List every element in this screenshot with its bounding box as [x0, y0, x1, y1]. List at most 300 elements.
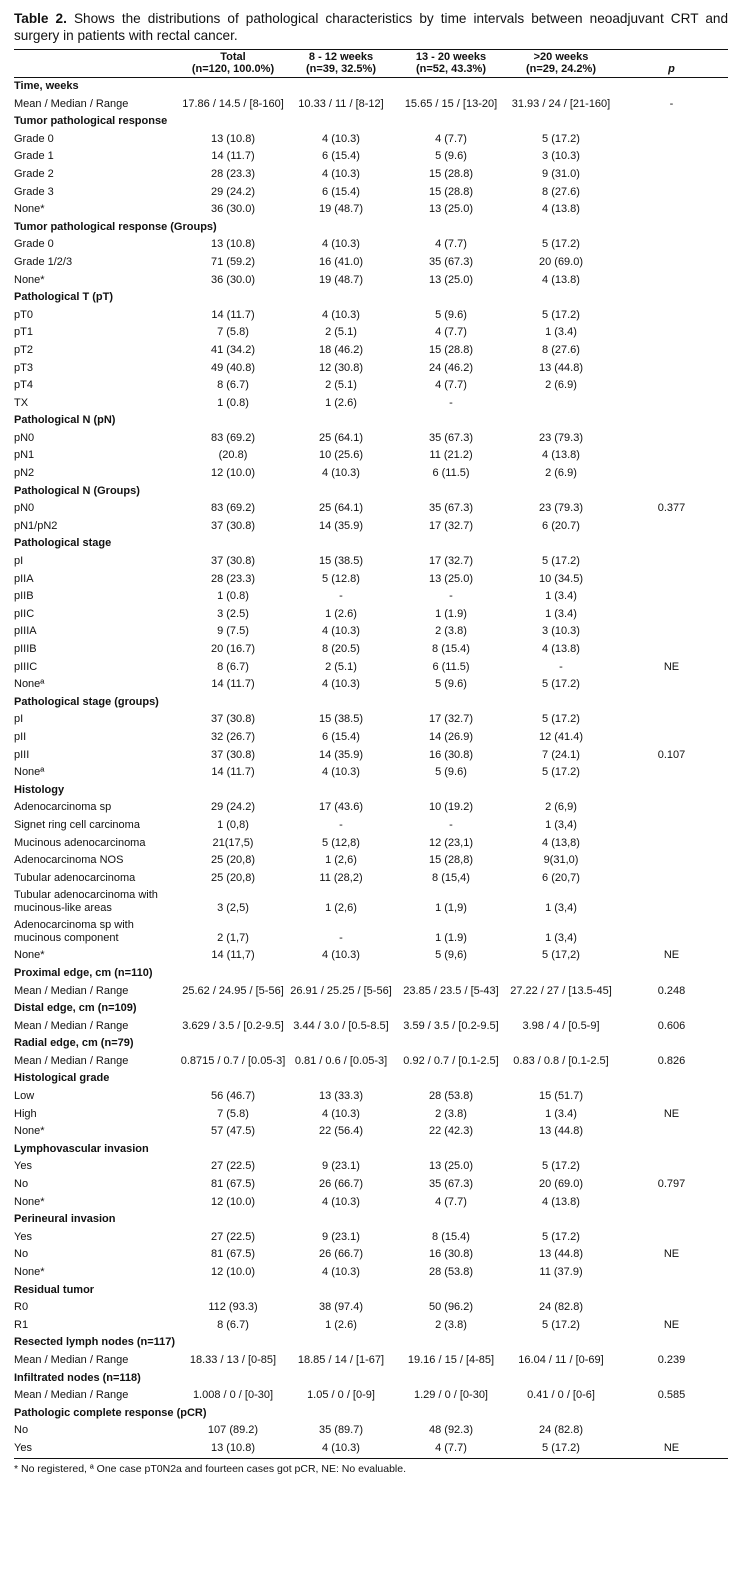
value-cell: 56 (46.7) [210, 1090, 256, 1103]
p-value-cell [615, 1422, 728, 1440]
table-row [14, 835, 728, 853]
value-cell: 4 (10.3) [322, 1195, 360, 1208]
value-cell: 1 (2.6) [325, 396, 357, 409]
value-cell: 83 (69.2) [210, 502, 256, 515]
value-cell: 7 (5.8) [217, 326, 249, 339]
p-value-cell [615, 606, 728, 624]
value-cell: 4 (10.3) [322, 1107, 360, 1120]
table-row [14, 1422, 728, 1440]
row-label: pT4 [14, 379, 33, 392]
value-cell: 29 (24.2) [210, 801, 256, 814]
p-value-cell: 0.107 [657, 748, 686, 761]
value-cell: 2 (5.1) [325, 379, 357, 392]
table-row [14, 571, 728, 589]
value-cell: 16 (30.8) [428, 748, 474, 761]
table-row [14, 518, 728, 536]
table-row [14, 184, 728, 202]
value-cell: 15 (28,8) [428, 854, 474, 867]
value-cell: 83 (69.2) [210, 431, 256, 444]
value-cell: 2 (6.9) [545, 379, 577, 392]
value-cell: 38 (97.4) [318, 1301, 364, 1314]
section-title: Distal edge, cm (n=109) [14, 1002, 137, 1015]
value-cell: 4 (13.8) [542, 449, 580, 462]
row-label: Adenocarcinoma sp [14, 801, 112, 814]
row-label: Tubular adenocarcinoma with mucinous-like areas [14, 889, 158, 915]
row-label: None* [14, 203, 45, 216]
value-cell: 6 (20,7) [542, 871, 580, 884]
value-cell: 0.92 / 0.7 / [0.1-2.5] [403, 1054, 499, 1067]
row-label: None* [14, 273, 45, 286]
value-cell: 1 (2.6) [325, 1318, 357, 1331]
table-row [14, 96, 728, 114]
p-value-cell [615, 553, 728, 571]
value-cell: 13 (25.0) [428, 572, 474, 585]
value-cell: 6 (15.4) [322, 150, 360, 163]
table-row [14, 1387, 728, 1405]
section-title: Radial edge, cm (n=79) [14, 1037, 134, 1050]
table-row [14, 606, 728, 624]
table-row [14, 817, 728, 835]
row-label: pT2 [14, 343, 33, 356]
table-row [14, 395, 728, 413]
section-title: Resected lymph nodes (n=117) [14, 1336, 176, 1349]
value-cell: 107 (89.2) [207, 1424, 259, 1437]
value-cell: 11 (28,2) [319, 871, 363, 884]
p-value-cell [615, 887, 728, 917]
section-header-row [14, 1211, 728, 1229]
value-cell: 35 (67.3) [428, 431, 474, 444]
value-cell: 0.8715 / 0.7 / [0.05-3] [180, 1054, 286, 1067]
value-cell: 4 (13.8) [542, 643, 580, 655]
p-value-cell: 0.797 [657, 1178, 686, 1191]
value-cell: 36 (30.0) [210, 203, 256, 216]
value-cell: 1 (0.8) [217, 590, 249, 603]
value-cell: 14 (11,7) [211, 949, 255, 962]
value-cell: 1 (3,4) [545, 902, 577, 915]
value-cell: 28 (23.3) [210, 572, 256, 585]
value-cell: 112 (93.3) [208, 1301, 258, 1314]
value-cell: 3.629 / 3.5 / [0.2-9.5] [182, 1019, 284, 1032]
section-header-row [14, 1070, 728, 1088]
row-label: Yes [14, 1160, 32, 1173]
p-value-cell [615, 571, 728, 589]
value-cell: 3 (2.5) [217, 607, 249, 620]
value-cell: - [559, 660, 563, 673]
value-cell: 5 (17,2) [542, 949, 580, 962]
value-cell: (20.8) [218, 449, 248, 462]
row-label: pN1/pN2 [14, 519, 58, 532]
row-label: TX [14, 396, 29, 409]
p-value-cell: NE [663, 1318, 680, 1331]
row-label: Mean / Median / Range [14, 984, 129, 997]
value-cell: 13 (10.8) [210, 132, 256, 145]
table-row [14, 588, 728, 606]
table-row [14, 324, 728, 342]
table-row [14, 1158, 728, 1176]
table-header-row [14, 50, 728, 78]
row-label: None* [14, 1125, 45, 1138]
value-cell: 1 (3.4) [545, 326, 577, 339]
row-label: Mean / Median / Range [14, 1353, 129, 1366]
row-label: pN2 [14, 467, 35, 480]
value-cell: 2 (1,7) [217, 932, 249, 945]
p-value-cell: 0.826 [657, 1054, 686, 1067]
value-cell: 50 (96.2) [428, 1301, 474, 1314]
value-cell: 35 (67.3) [428, 502, 474, 515]
value-cell: 13 (44.8) [538, 1248, 584, 1261]
table-row [14, 870, 728, 888]
value-cell: 15 (28.8) [428, 167, 474, 180]
p-value-cell [615, 395, 728, 413]
table-row [14, 236, 728, 254]
p-value-cell [615, 1088, 728, 1106]
table-row [14, 659, 728, 677]
value-cell: 1 (2.6) [325, 607, 357, 620]
value-cell: 7 (24.1) [542, 748, 580, 761]
value-cell: 1 (2,6) [325, 902, 357, 915]
value-cell: 1.05 / 0 / [0-9] [307, 1389, 375, 1402]
value-cell: 13 (10.8) [210, 238, 256, 251]
value-cell: 23.85 / 23.5 / [5-43] [403, 984, 499, 997]
table-row [14, 500, 728, 518]
value-cell: 81 (67.5) [210, 1248, 256, 1261]
row-label: Grade 0 [14, 238, 54, 251]
value-cell: 1.29 / 0 / [0-30] [414, 1389, 488, 1402]
value-cell: 11 (21.2) [429, 449, 473, 462]
header-cell [14, 50, 179, 78]
value-cell: 4 (7.7) [435, 379, 467, 392]
row-label: pIIA [14, 572, 34, 585]
p-value-cell [615, 835, 728, 853]
p-value-cell [615, 166, 728, 184]
section-header-row [14, 1282, 728, 1300]
p-value-cell [615, 817, 728, 835]
value-cell: 49 (40.8) [210, 361, 256, 374]
p-value-cell [615, 729, 728, 747]
value-cell: 15.65 / 15 / [13-20] [404, 97, 498, 110]
p-value-cell [615, 1264, 728, 1282]
value-cell: 36 (30.0) [210, 273, 256, 286]
p-value-cell [615, 272, 728, 290]
value-cell: 13 (10.8) [179, 1440, 287, 1458]
section-title: Proximal edge, cm (n=110) [14, 966, 153, 979]
value-cell: 5 (9.6) [435, 308, 467, 321]
value-cell: 28 (23.3) [210, 167, 256, 180]
value-cell: 4 (10.3) [322, 238, 360, 251]
row-label: Grade 3 [14, 185, 54, 198]
value-cell: 27.22 / 27 / [13.5-45] [510, 984, 612, 997]
value-cell: 9 (31.0) [542, 167, 580, 180]
value-cell: 8 (27.6) [542, 343, 580, 356]
value-cell: - [449, 590, 453, 603]
value-cell: - [339, 590, 343, 603]
value-cell: 26.91 / 25.25 / [5-56] [290, 984, 392, 997]
value-cell: 27 (22.5) [210, 1160, 256, 1173]
value-cell: 21(17,5) [212, 836, 254, 849]
row-label: No [14, 1424, 29, 1437]
section-title: Histological grade [14, 1072, 110, 1085]
value-cell: 1 (0,8) [217, 818, 249, 831]
value-cell: 10 (34.5) [538, 572, 584, 585]
value-cell: 26 (66.7) [318, 1248, 364, 1261]
value-cell: 8 (6.7) [217, 660, 249, 673]
p-value-cell [615, 131, 728, 149]
value-cell: 9 (7.5) [217, 625, 249, 638]
value-cell: 14 (26.9) [428, 730, 474, 743]
p-value-cell [615, 342, 728, 360]
value-cell: 5 (17.2) [542, 766, 580, 779]
section-header-row [14, 412, 728, 430]
table-row [14, 272, 728, 290]
value-cell: 5 (12,8) [322, 836, 360, 849]
table-row [14, 1053, 728, 1071]
section-header-row [14, 78, 728, 96]
value-cell: 3.44 / 3.0 / [0.5-8.5] [293, 1019, 389, 1032]
value-cell: 15 (51.7) [538, 1090, 584, 1103]
section-header-row [14, 535, 728, 553]
value-cell: 26 (66.7) [318, 1178, 364, 1191]
row-label: Mean / Median / Range [14, 1389, 129, 1402]
row-label: Grade 1/2/3 [14, 255, 73, 268]
table-row [14, 1106, 728, 1124]
value-cell: 28 (53.8) [428, 1266, 474, 1278]
value-cell: 3.59 / 3.5 / [0.2-9.5] [403, 1019, 499, 1032]
section-header-row [14, 694, 728, 712]
header-cell-13-20-weeks: 13 - 20 weeks (n=52, 43.3%) [395, 50, 507, 78]
value-cell: 3.98 / 4 / [0.5-9] [522, 1019, 600, 1032]
p-value-cell [615, 588, 728, 606]
value-cell: 1 (1.9) [435, 607, 467, 620]
value-cell: 15 (28.8) [428, 185, 474, 198]
value-cell: 9 (23.1) [322, 1230, 360, 1243]
value-cell: 24 (82.8) [538, 1424, 584, 1437]
value-cell: 8 (27.6) [542, 185, 580, 198]
header-cell-over-20-weeks: >20 weeks (n=29, 24.2%) [507, 50, 615, 78]
p-value-cell [615, 852, 728, 870]
value-cell: 5 (9,6) [435, 949, 467, 962]
table-row [14, 1440, 728, 1458]
value-cell: 0.81 / 0.6 / [0.05-3] [294, 1054, 388, 1067]
table-row [14, 1246, 728, 1264]
value-cell: 12 (10.0) [210, 1266, 256, 1278]
row-label: pIIC [14, 607, 35, 620]
value-cell: 25 (64.1) [318, 502, 364, 515]
section-header-row [14, 1370, 728, 1388]
value-cell: 8 (6.7) [217, 379, 249, 392]
row-label: pIIIC [14, 660, 38, 673]
value-cell: 23 (79.3) [538, 502, 584, 515]
table-footnote: * No registered, ª One case pT0N2a and fourteen cases got pCR, NE: No evaluable. [14, 1462, 407, 1475]
value-cell: 17.86 / 14.5 / [8-160] [182, 97, 284, 110]
table-row [14, 1018, 728, 1036]
value-cell: 13 (25.0) [428, 203, 474, 216]
p-value-cell [615, 360, 728, 378]
row-label: pIIIA [14, 625, 37, 638]
value-cell: 4 (7.7) [435, 238, 467, 251]
value-cell: 4 (7.7) [435, 132, 467, 145]
row-label: pIIB [14, 590, 34, 603]
value-cell: 35 (89.7) [318, 1424, 364, 1437]
row-label: Mean / Median / Range [14, 1019, 129, 1032]
section-title: Time, weeks [14, 80, 79, 92]
value-cell: 41 (34.2) [210, 343, 256, 356]
p-value-cell [615, 148, 728, 166]
section-title: Pathologic complete response (pCR) [14, 1406, 207, 1419]
row-label: pI [14, 555, 24, 568]
value-cell: 25 (64.1) [318, 431, 364, 444]
section-title: Infiltrated nodes (n=118) [14, 1371, 141, 1384]
row-label: pIII [14, 748, 30, 761]
value-cell: 20 (69.0) [538, 1178, 584, 1191]
section-title: Pathological T (pT) [14, 291, 113, 304]
value-cell: 7 (5.8) [217, 1107, 249, 1120]
value-cell: 1 (3,4) [545, 818, 577, 831]
p-value-cell [615, 184, 728, 202]
value-cell: 81 (67.5) [210, 1178, 256, 1191]
row-label: Grade 2 [14, 167, 54, 180]
section-title: Histology [14, 783, 65, 796]
value-cell: 12 (41.4) [538, 730, 584, 743]
p-value-cell: NE [615, 1440, 728, 1458]
value-cell: 19.16 / 15 / [4-85] [407, 1353, 495, 1366]
value-cell: 1 (3.4) [545, 1107, 577, 1120]
value-cell: 13 (25.0) [428, 1160, 474, 1173]
table-caption-text: Shows the distributions of pathological characteristics by time intervals between neoadjuvant CRT and surgery in patients with rectal cancer. [14, 11, 728, 43]
value-cell: 5 (17.2) [542, 238, 580, 251]
p-value-cell [615, 377, 728, 395]
value-cell: 25 (20,8) [210, 854, 256, 867]
value-cell: 8 (20.5) [322, 643, 360, 655]
value-cell: 32 (26.7) [210, 730, 256, 743]
table-row [14, 377, 728, 395]
row-label: Adenocarcinoma sp with mucinous component [14, 919, 134, 945]
table-row [14, 1229, 728, 1247]
row-label: Tubular adenocarcinoma [14, 871, 136, 884]
p-value-cell: NE [663, 660, 680, 673]
value-cell: 17 (32.7) [428, 555, 474, 568]
value-cell: 9 (23.1) [322, 1160, 360, 1173]
row-label: pN0 [14, 431, 35, 444]
table-row [14, 747, 728, 765]
value-cell: 18.85 / 14 / [1-67] [297, 1353, 385, 1366]
table-row [14, 430, 728, 448]
value-cell: 22 (42.3) [428, 1125, 474, 1138]
value-cell: 12 (10.0) [210, 467, 256, 480]
value-cell: 1.008 / 0 / [0-30] [192, 1389, 274, 1402]
value-cell: 2 (6,9) [545, 801, 577, 814]
value-cell: 17 (32.7) [428, 519, 474, 532]
value-cell: 14 (11.7) [211, 308, 255, 321]
row-label: None* [14, 1195, 45, 1208]
value-cell: 12 (30.8) [318, 361, 364, 374]
section-header-row [14, 289, 728, 307]
section-header-row [14, 483, 728, 501]
row-label: High [14, 1107, 37, 1120]
table-row [14, 131, 728, 149]
value-cell: 4 (7.7) [435, 1195, 467, 1208]
section-header-row [14, 1405, 728, 1423]
section-header-row [14, 965, 728, 983]
value-cell: 5 (17.2) [542, 1230, 580, 1243]
table-row [14, 1317, 728, 1335]
value-cell: 0.41 / 0 / [0-6] [527, 1389, 595, 1402]
value-cell: 4 (10.3) [322, 678, 360, 691]
value-cell: - [339, 932, 343, 945]
table-row [14, 852, 728, 870]
section-title: Pathological N (pN) [14, 414, 116, 427]
value-cell: 5 (17.2) [507, 1440, 615, 1458]
p-value-cell: - [669, 97, 674, 110]
table-row [14, 641, 728, 659]
value-cell: 17 (43.6) [318, 801, 364, 814]
table-caption-label: Table 2. [14, 11, 67, 26]
value-cell: 3 (2,5) [217, 902, 249, 915]
value-cell: 15 (38.5) [318, 713, 364, 726]
row-label: Adenocarcinoma NOS [14, 854, 124, 867]
table-row [14, 201, 728, 219]
p-value-cell: 0.239 [657, 1353, 686, 1366]
p-value-cell [615, 1158, 728, 1176]
p-value-cell [615, 254, 728, 272]
row-label: Mucinous adenocarcinoma [14, 836, 146, 849]
value-cell: 24 (82.8) [538, 1301, 584, 1314]
value-cell: 13 (44.8) [538, 1125, 584, 1138]
value-cell: 15 (38.5) [318, 555, 364, 568]
p-value-cell: NE [663, 1107, 680, 1120]
value-cell: 17 (32.7) [428, 713, 474, 726]
header-cell-p: p [615, 50, 728, 78]
value-cell: 3 (10.3) [542, 625, 580, 638]
row-label: No [14, 1248, 29, 1261]
value-cell: 11 (37.9) [539, 1266, 583, 1278]
table-row [14, 360, 728, 378]
value-cell: 6 (15.4) [322, 185, 360, 198]
value-cell: 29 (24.2) [210, 185, 256, 198]
row-label: No [14, 1178, 29, 1191]
value-cell: 5 (17.2) [542, 1160, 580, 1173]
value-cell: 1 (3.4) [545, 590, 577, 603]
value-cell: 4 (13.8) [542, 1195, 580, 1208]
value-cell: 6 (20.7) [542, 519, 580, 532]
value-cell: 4 (10.3) [322, 625, 360, 638]
value-cell: - [449, 396, 453, 409]
value-cell: 3 (10.3) [542, 150, 580, 163]
value-cell: 5 (17.2) [542, 678, 580, 691]
table-row [14, 465, 728, 483]
value-cell: 5 (17.2) [542, 713, 580, 726]
value-cell: 1 (0.8) [217, 396, 249, 409]
value-cell: - [339, 818, 343, 831]
value-cell: 14 (11.7) [211, 766, 255, 779]
p-value-cell: NE [663, 1248, 680, 1261]
value-cell: 8 (15,4) [432, 871, 470, 884]
value-cell: 16 (30.8) [428, 1248, 474, 1261]
value-cell: 5 (9.6) [435, 678, 467, 691]
value-cell: 2 (6.9) [545, 467, 577, 480]
value-cell: 4 (10.3) [287, 1440, 395, 1458]
value-cell: 13 (33.3) [318, 1090, 364, 1103]
value-cell: 4 (10.3) [322, 308, 360, 321]
p-value-cell [615, 799, 728, 817]
p-value-cell: 0.606 [657, 1019, 686, 1032]
value-cell: 22 (56.4) [318, 1125, 364, 1138]
value-cell: 4 (10.3) [322, 949, 360, 962]
p-value-cell: 0.248 [657, 984, 686, 997]
value-cell: 2 (3.8) [435, 625, 467, 638]
table-row [14, 1352, 728, 1370]
section-title: Tumor pathological response (Groups) [14, 220, 217, 233]
row-label: R0 [14, 1301, 29, 1314]
